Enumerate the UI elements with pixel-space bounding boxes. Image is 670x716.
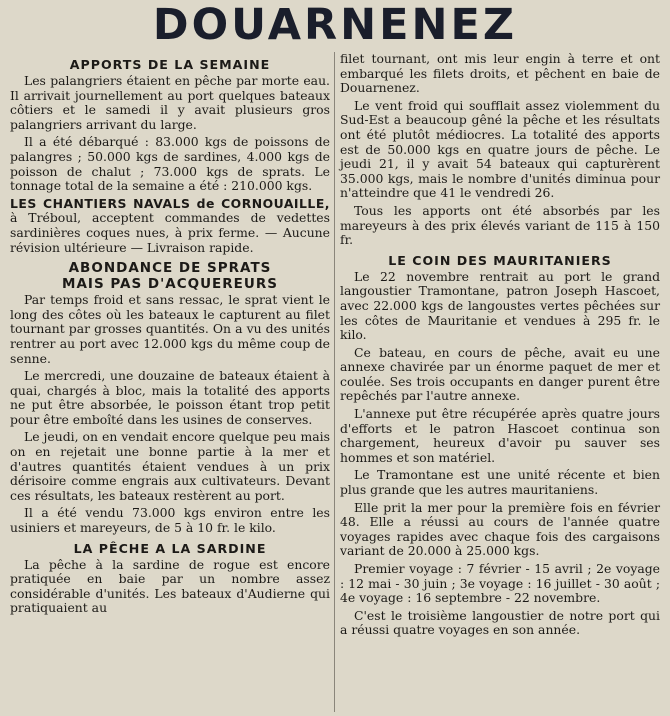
peche-paragraph-1: La pêche à la sardine de rogue est encore pratiquée en baie par un nombre assez considérable d'unités. Les bateaux d'Audierne qui pratiquaient au (10, 556, 330, 616)
apports-paragraph-2: Il a été débarqué : 83.000 kgs de poissons de palangres ; 50.000 kgs de sardines, 4.000 kgs de poisson de chalut ; 73.000 kgs de sprats. Le tonnage total de la semaine a été : 210.000 kgs. (10, 134, 330, 194)
peche-continued-2: Le vent froid qui soufflait assez violemment du Sud-Est a beaucoup gêné la pêche et les résultats ont été plutôt médiocres. La totalité des apports est de 50.000 kgs en quatre jours de pêche. Le jeudi 21, il y avait 54 bateaux qui capturèrent 35.000 kgs, mais le nombre d'unités diminua pour n'atteindre que 41 le vendredi 26. (340, 97, 660, 201)
coin-paragraph-6: Premier voyage : 7 février - 15 avril ; 2e voyage : 12 mai - 30 juin ; 3e voyage : 16 juillet - 30 août ; 4e voyage : 16 septembre - 22 novembre. (340, 561, 660, 606)
coin-paragraph-1: Le 22 novembre rentrait au port le grand langoustier Tramontane, patron Joseph Hascoet, avec 22.000 kgs de langoustes vertes pêchées sur les côtes de Mauritanie et vendues à 295 fr. le kilo. (340, 268, 660, 343)
coin-paragraph-3: L'annexe put être récupérée après quatre jours d'efforts et le patron Hascoet continua son chargement, heureux d'avoir pu sauver ses hommes et son matériel. (340, 406, 660, 465)
column-divider (334, 52, 335, 712)
coin-paragraph-7: C'est le troisième langoustier de notre port qui a réussi quatre voyages en son année. (340, 607, 660, 638)
abondance-heading-line2: MAIS PAS D'ACQUEREURS (62, 276, 278, 293)
abondance-paragraph-3: Le jeudi, on en vendait encore quelque peu mais on en rejetait une bonne partie à la mer et d'autres quantités étaient vendues à un prix dérisoire comme engrais aux cultivateurs. Devant ces résultats, les bateaux restèrent au port. (10, 429, 330, 503)
apports-paragraph-1: Les palangriers étaient en pêche par morte eau. Il arrivait journellement au port quelques bateaux côtiers et le samedi il y avait plusieurs gros palangriers arrivant du large. (10, 73, 330, 132)
coin-heading: LE COIN DES MAURITANIERS (388, 252, 612, 268)
abondance-paragraph-2: Le mercredi, une douzaine de bateaux étaient à quai, chargés à bloc, mais la totalité des apports ne put être absorbée, le poisson étant trop petit pour être emboîté dans les usines de conserves. (10, 368, 330, 427)
apports-heading: APPORTS DE LA SEMAINE (69, 57, 271, 72)
chantiers-lead: LES CHANTIERS NAVALS de CORNOUAILLE, (10, 195, 330, 211)
left-column (10, 52, 330, 619)
peche-continued-1: filet tournant, ont mis leur engin à terre et ont embarqué les filets droits, et pêchent en baie de Douarnenez. (340, 51, 660, 96)
abondance-heading-line1: ABONDANCE DE SPRATS (68, 260, 272, 277)
coin-paragraph-5: Elle prit la mer pour la première fois en février 48. Elle a réussi au cours de l'année quatre voyages rapides avec chaque fois des cargaisons variant de 20.000 à 25.000 kgs. (340, 499, 660, 559)
coin-paragraph-4: Le Tramontane est une unité récente et bien plus grande que les autres mauritaniens. (340, 467, 660, 498)
chantiers-text: à Tréboul, acceptent commandes de vedettes sardinières coques nues, à prix ferme. — Aucune révision ultérieure — Livraison rapide. (10, 210, 330, 255)
coin-paragraph-2: Ce bateau, en cours de pêche, avait eu une annexe chavirée par un énorme paquet de mer et coulée. Ses trois occupants en danger purent être repêchés par l'autre annexe. (340, 344, 660, 404)
abondance-paragraph-1: Par temps froid et sans ressac, le sprat vient le long des côtes où les bateaux le capturent au filet tournant par grosses quantités. On a vu des unités rentrer au port avec 12.000 kgs du même coup de senne. (10, 292, 330, 366)
peche-heading: LA PÊCHE A LA SARDINE (73, 540, 267, 556)
right-column (340, 52, 660, 641)
chantiers-advert (10, 197, 330, 255)
peche-continued-3: Tous les apports ont été absorbés par les mareyeurs à des prix élevés variant de 115 à 150 fr. (340, 202, 660, 248)
abondance-paragraph-4: Il a été vendu 73.000 kgs environ entre les usiniers et mareyeurs, de 5 à 10 fr. le kilo. (10, 505, 330, 536)
masthead-title: DOUARNENEZ (152, 0, 518, 50)
